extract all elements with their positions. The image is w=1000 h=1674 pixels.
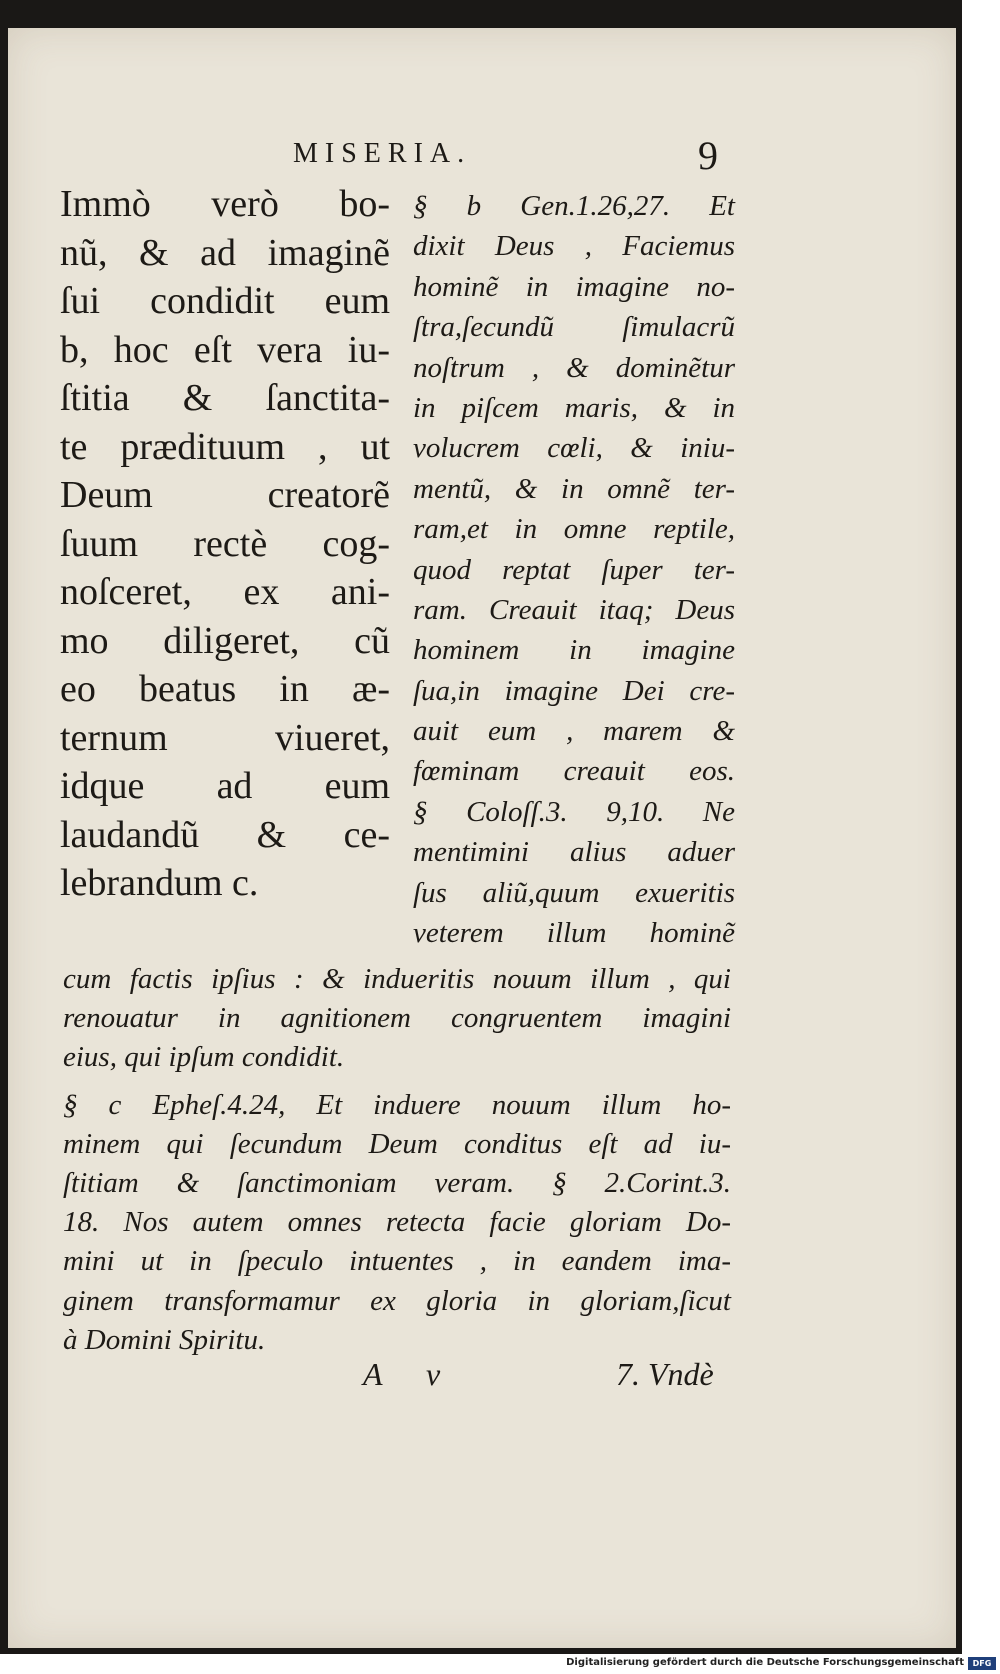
note-c-line: ſtitiam & ſanctimoniam veram. § 2.Corint.3. — [63, 1166, 731, 1199]
digitization-footer — [0, 1655, 1000, 1674]
catch-line — [8, 1356, 956, 1402]
main-text-line: ſui condidit eum — [60, 280, 390, 322]
main-text-line: eo beatus in æ- — [60, 668, 390, 710]
page-number: 9 — [698, 133, 718, 178]
signature-mark: A v — [363, 1356, 459, 1392]
note-c-line: 18. Nos autem omnes retecta facie gloriam Do- — [63, 1206, 731, 1239]
main-text-line: Immò verò bo- — [60, 183, 390, 225]
side-note-line: § Coloſſ.3. 9,10. Ne — [413, 795, 735, 828]
main-text-line: mo diligeret, cũ — [60, 619, 390, 662]
main-text-line: lebrandum c. — [60, 862, 259, 904]
side-note-line: § b Gen.1.26,27. Et — [413, 190, 735, 222]
side-note-line: ram. Creauit itaq; Deus — [413, 593, 735, 626]
footer-credit: Digitalisierung gefördert durch die Deutsche Forschungsgemeinschaft — [566, 1657, 964, 1668]
main-text-line: ſuum rectè cog- — [60, 522, 390, 565]
note-c-line: mini ut in ſpeculo intuentes , in eandem ima- — [63, 1245, 731, 1278]
main-text-line: ternum viueret, — [60, 716, 390, 759]
side-note-line: hominẽ in imagine no- — [413, 270, 735, 303]
note-spacer — [63, 1078, 731, 1086]
side-note-line: auit eum , marem & — [413, 715, 735, 748]
side-note-line: ram,et in omne reptile, — [413, 513, 735, 546]
note-c-line: § c Epheſ.4.24, Et induere nouum illum ho- — [63, 1088, 731, 1121]
side-note-line: mentũ, & in omnẽ ter- — [413, 472, 735, 505]
dfg-logo-icon: DFG — [968, 1657, 996, 1670]
page-header — [8, 133, 956, 178]
side-note-line: mentimini alius aduer — [413, 836, 735, 869]
main-text-line: noſceret, ex ani- — [60, 571, 390, 613]
side-note-line: in piſcem maris, & in — [413, 391, 735, 424]
side-note-line: ſtra,ſecundũ ſimulacrũ — [413, 311, 735, 344]
side-note-line: quod reptat ſuper ter- — [413, 553, 735, 586]
note-continuation-line: renouatur in agnitionem congruentem imagini — [63, 1002, 731, 1035]
note-continuation-line: cum factis ipſius : & indueritis nouum illum , qui — [63, 963, 731, 995]
main-text-column — [60, 180, 390, 908]
main-text-line: b, hoc eſt vera iu- — [60, 328, 390, 371]
side-note-line: noſtrum , & dominẽtur — [413, 351, 735, 384]
side-note-line: fœminam creauit eos. — [413, 755, 735, 788]
side-note-line: ſua,in imagine Dei cre- — [413, 674, 735, 707]
full-width-notes — [63, 960, 731, 1360]
side-note-column — [413, 186, 735, 953]
main-text-line: ſtitia & ſanctita- — [60, 377, 390, 419]
running-head: MISERIA. — [293, 138, 472, 169]
side-note-line: dixit Deus , Faciemus — [413, 230, 735, 263]
main-text-line: Deum creatorẽ — [60, 474, 390, 516]
main-text-line: idque ad eum — [60, 765, 390, 807]
book-page — [8, 28, 956, 1648]
note-c-line: ginem transformamur ex gloria in gloriam,ſicut — [63, 1284, 731, 1317]
note-c-line: minem qui ſecundum Deum conditus eſt ad iu- — [63, 1127, 731, 1160]
side-note-line: veterem illum hominẽ — [413, 917, 735, 950]
side-note-line: ſus aliũ,quum exueritis — [413, 876, 735, 909]
main-text-line: te prædituum , ut — [60, 425, 390, 468]
main-text-line: nũ, & ad imaginẽ — [60, 231, 390, 274]
note-c-line: à Domini Spiritu. — [63, 1323, 266, 1356]
main-text-line: laudandũ & ce- — [60, 813, 390, 856]
side-note-line: volucrem cœli, & iniu- — [413, 432, 735, 465]
side-note-line: hominem in imagine — [413, 634, 735, 667]
catchword: 7. Vndè — [616, 1356, 714, 1392]
note-continuation-line: eius, qui ipſum condidit. — [63, 1041, 345, 1074]
